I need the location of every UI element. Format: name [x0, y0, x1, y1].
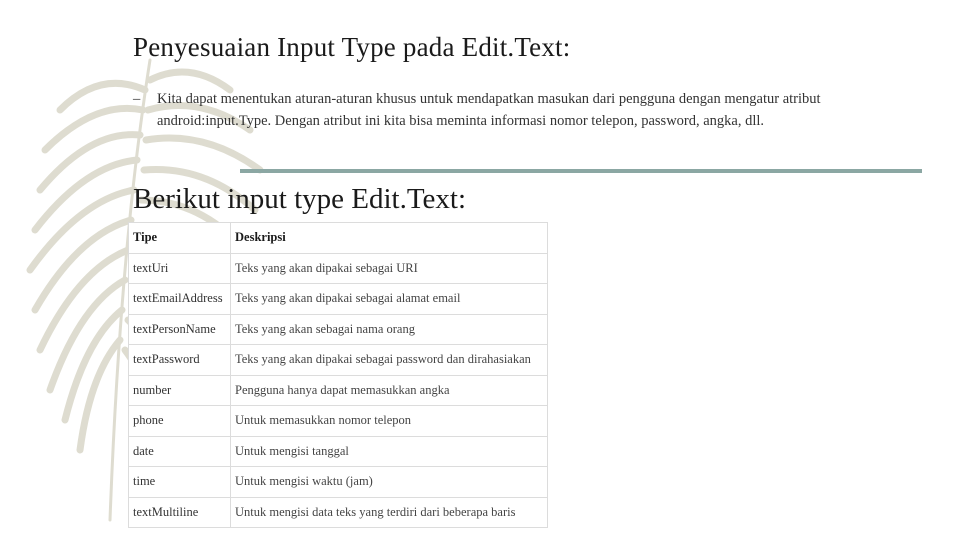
cell-type: textEmailAddress	[129, 284, 231, 315]
header-tipe: Tipe	[129, 223, 231, 254]
cell-type: textPersonName	[129, 314, 231, 345]
cell-type: textMultiline	[129, 497, 231, 528]
table-row	[129, 497, 548, 528]
table-row	[129, 314, 548, 345]
cell-description: Pengguna hanya dapat memasukkan angka	[231, 375, 548, 406]
cell-description: Untuk mengisi waktu (jam)	[231, 467, 548, 498]
cell-type: time	[129, 467, 231, 498]
cell-type: number	[129, 375, 231, 406]
table-row	[129, 253, 548, 284]
cell-type: textPassword	[129, 345, 231, 376]
bullet-paragraph	[133, 89, 823, 132]
table-row	[129, 467, 548, 498]
cell-description: Teks yang akan dipakai sebagai alamat email	[231, 284, 548, 315]
accent-divider	[240, 169, 922, 173]
table-row	[129, 406, 548, 437]
header-deskripsi: Deskripsi	[231, 223, 548, 254]
cell-type: phone	[129, 406, 231, 437]
cell-description: Teks yang akan dipakai sebagai URI	[231, 253, 548, 284]
cell-description: Untuk mengisi data teks yang terdiri dari beberapa baris	[231, 497, 548, 528]
cell-type: textUri	[129, 253, 231, 284]
table-header-row	[129, 223, 548, 254]
slide-title: Penyesuaian Input Type pada Edit.Text:	[133, 32, 571, 62]
cell-description: Teks yang akan dipakai sebagai password dan dirahasiakan	[231, 345, 548, 376]
table-row	[129, 436, 548, 467]
table-row	[129, 345, 548, 376]
bullet-marker: –	[133, 91, 141, 107]
cell-description: Untuk mengisi tanggal	[231, 436, 548, 467]
section-subtitle: Berikut input type Edit.Text:	[133, 183, 467, 215]
table-row	[129, 284, 548, 315]
bullet-text: Kita dapat menentukan aturan-aturan khusus untuk mendapatkan masukan dari pengguna dengan mengatur atribut android:input.Type. Dengan atribut ini kita bisa meminta informasi nomor telepon, password, angka, dll.	[157, 91, 821, 129]
table-row	[129, 375, 548, 406]
cell-description: Teks yang akan sebagai nama orang	[231, 314, 548, 345]
input-type-table	[128, 222, 548, 528]
cell-type: date	[129, 436, 231, 467]
cell-description: Untuk memasukkan nomor telepon	[231, 406, 548, 437]
